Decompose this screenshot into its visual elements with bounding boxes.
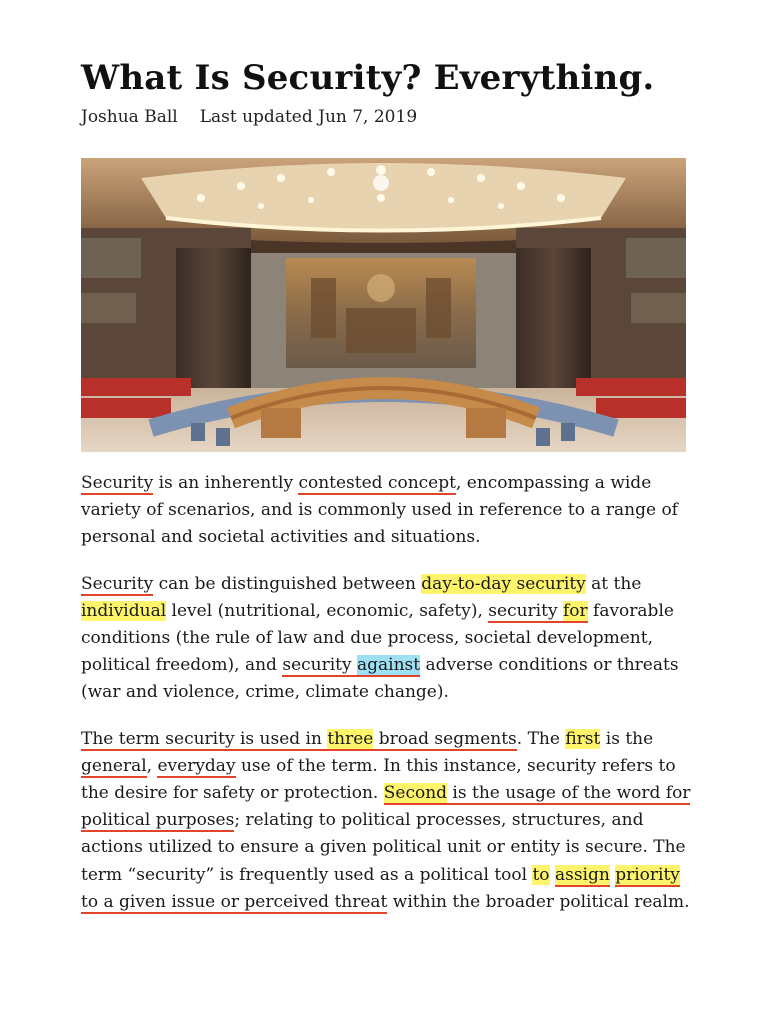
article-body <box>81 470 691 935</box>
author-name: Joshua Ball <box>81 107 178 127</box>
annotation-underline: security <box>282 655 358 676</box>
annotation-underline: to a given issue or perceived threat <box>81 891 388 912</box>
text-run: within the broader political realm. <box>387 891 690 912</box>
text-run: favorable conditions (the rule of law and due process, societal development, political freedom), and <box>81 600 674 676</box>
annotation-highlight-blue: against <box>357 655 421 676</box>
annotation-highlight: assign <box>554 864 610 885</box>
annotation-highlight: Second <box>383 783 448 804</box>
byline <box>81 107 417 127</box>
paragraph-2 <box>81 571 691 707</box>
annotation-highlight: individual <box>81 600 167 621</box>
text-run: use of the term. In this instance, security refers to the desire for safety or protection. <box>81 755 676 804</box>
text-run: is an inherently <box>153 473 299 493</box>
text-run: ; relating to political processes, structures, and actions utilized to ensure a given political unit or entity is secure. The term “security” is frequently used as a political tool <box>81 810 686 885</box>
annotation-underline: security <box>488 600 563 621</box>
annotation-underline: broad segments <box>373 728 517 749</box>
annotation-highlight: first <box>565 728 601 749</box>
text-run: level (nutritional, economic, safety), <box>166 600 489 621</box>
annotation-highlight: three <box>327 728 374 749</box>
article-title: What Is Security? Everything. <box>81 58 655 98</box>
paragraph-3 <box>81 726 691 916</box>
annotation-highlight: day-to-day security <box>421 573 586 594</box>
annotation-underline: The term security is used in <box>81 728 328 749</box>
updated-date: Last updated Jun 7, 2019 <box>199 107 418 127</box>
annotation-underline: Security <box>81 473 154 493</box>
annotation-highlight: to <box>532 864 550 885</box>
text-run: can be distinguished between <box>153 573 422 594</box>
annotation-underline: Security <box>81 573 154 594</box>
text-run: . The <box>516 728 566 749</box>
article-photo <box>81 158 686 452</box>
annotation-underline: contested concept <box>298 473 456 493</box>
text-run: adverse conditions or threats (war and violence, crime, climate change). <box>81 655 679 703</box>
annotation-highlight: priority <box>615 864 680 885</box>
annotation-underline: is the usage of the word for political purposes <box>81 783 691 831</box>
annotation-underline: everyday <box>157 755 236 776</box>
annotation-underline: general <box>81 755 147 776</box>
text-run: , <box>146 755 158 776</box>
paragraph-1 <box>81 470 691 552</box>
text-run: at the <box>585 573 642 594</box>
text-run: is the <box>600 728 654 749</box>
annotation-highlight: for <box>562 600 588 621</box>
text-run: , encompassing a wide variety of scenarios, and is commonly used in reference to a range of personal and societal activities and situations. <box>81 473 678 548</box>
